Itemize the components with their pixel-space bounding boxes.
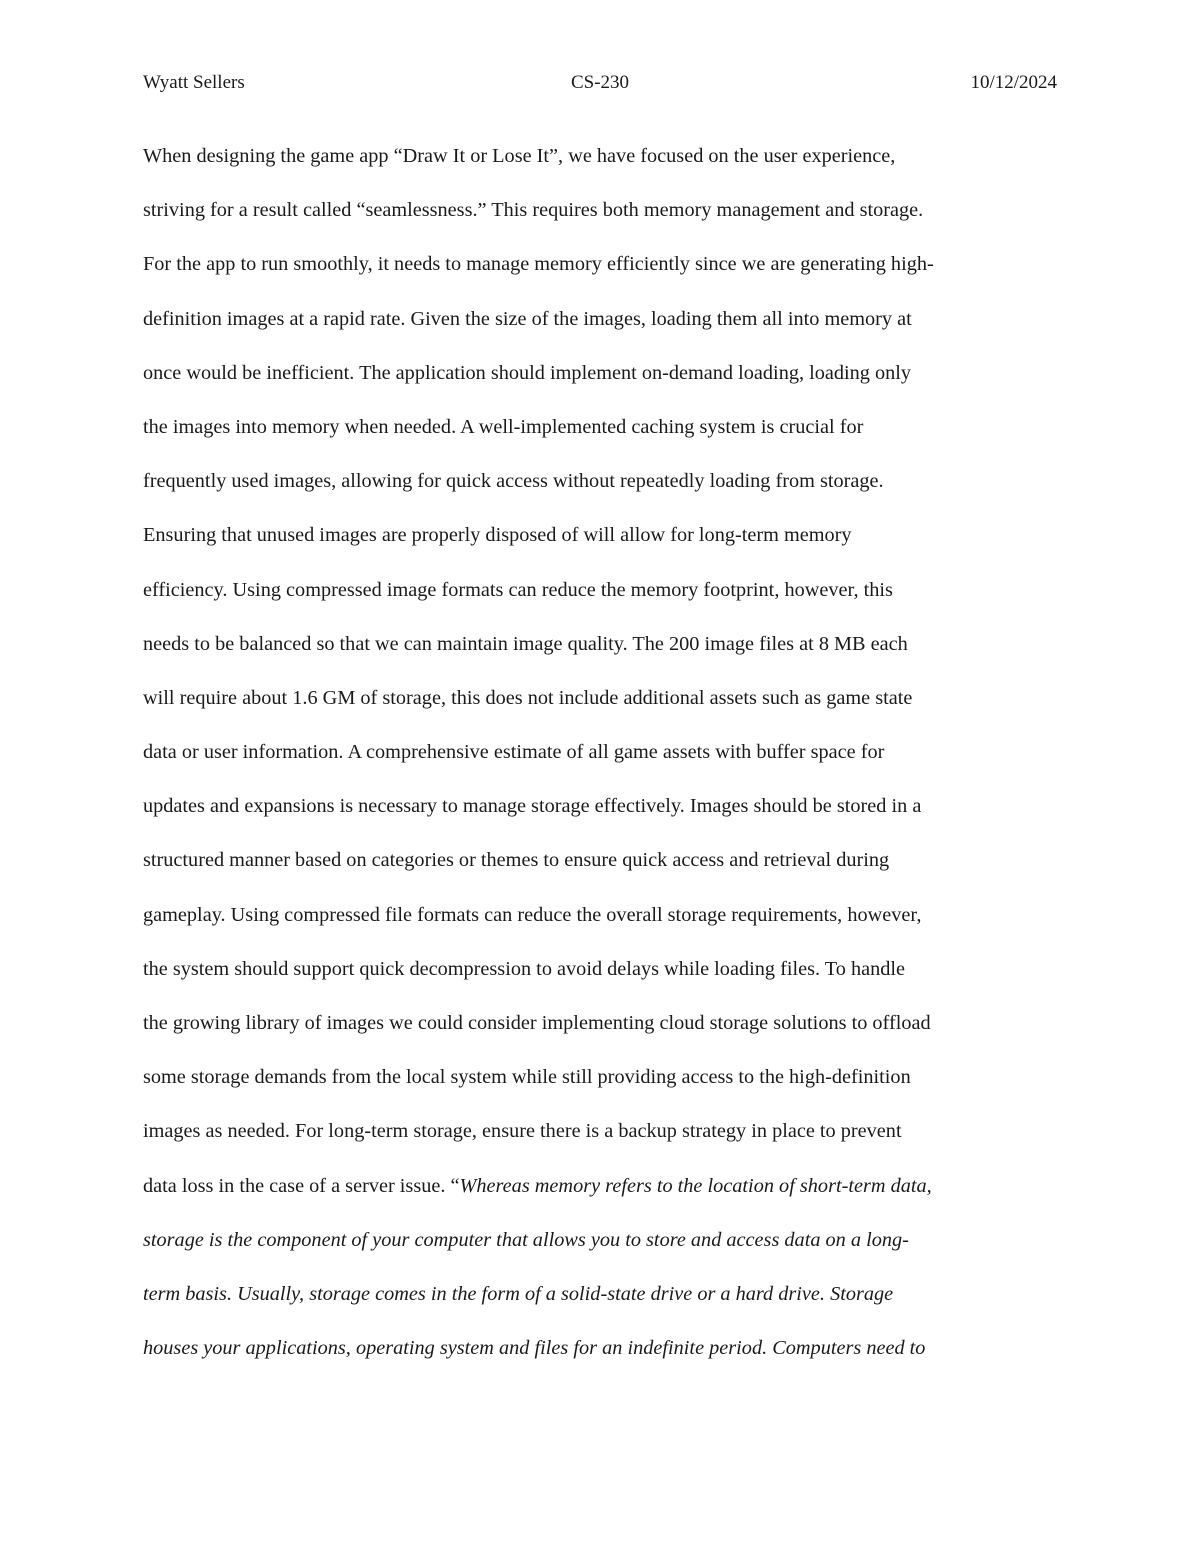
text-line: When designing the game app “Draw It or Lose It”, we have focused on the user experience, [143,145,896,167]
text-line: the images into memory when needed. A well-implemented caching system is crucial for [143,415,864,438]
text-line: structured manner based on categories or themes to ensure quick access and retrieval during [143,849,890,872]
text-line: updates and expansions is necessary to manage storage effectively. Images should be stored in a [143,795,922,818]
page-header [143,72,1057,96]
text-line: images as needed. For long-term storage, ensure there is a backup strategy in place to prevent [143,1120,902,1143]
text-line: the system should support quick decompression to avoid delays while loading files. To handle [143,957,906,980]
header-author: Wyatt Sellers [143,72,245,93]
text-line: striving for a result called “seamlessness.” This requires both memory management and storage. [143,199,924,222]
text-line: definition images at a rapid rate. Given the size of the images, loading them all into memory at [143,307,912,330]
text-line: will require about 1.6 GM of storage, this does not include additional assets such as game state [143,686,913,709]
text-line: the growing library of images we could consider implementing cloud storage solutions to offload [143,1012,931,1034]
body-paragraph [143,141,1057,1387]
quote-line: term basis. Usually, storage comes in the form of a solid-state drive or a hard drive. Storage [143,1282,894,1305]
text-line: needs to be balanced so that we can maintain image quality. The 200 image files at 8 MB each [143,632,908,655]
text-line: efficiency. Using compressed image formats can reduce the memory footprint, however, this [143,578,893,601]
text-line: some storage demands from the local system while still providing access to the high-definition [143,1066,911,1089]
text-line: data or user information. A comprehensive estimate of all game assets with buffer space for [143,741,885,764]
quote-line: houses your applications, operating system and files for an indefinite period. Computers need to [143,1337,926,1360]
header-course: CS-230 [570,72,630,93]
text-line: Ensuring that unused images are properly disposed of will allow for long-term memory [143,524,852,547]
text-line: For the app to run smoothly, it needs to manage memory efficiently since we are generating high- [143,253,934,276]
text-line: gameplay. Using compressed file formats can reduce the overall storage requirements, however, [143,903,922,926]
text-line: frequently used images, allowing for quick access without repeatedly loading from storage. [143,470,884,493]
quote-line: storage is the component of your computer that allows you to store and access data on a long- [143,1228,909,1251]
text-line: once would be inefficient. The application should implement on-demand loading, loading only [143,361,912,384]
header-date: 10/12/2024 [970,72,1057,93]
text-line: data loss in the case of a server issue. “Whereas memory refers to the location of short-term data, [143,1174,932,1197]
